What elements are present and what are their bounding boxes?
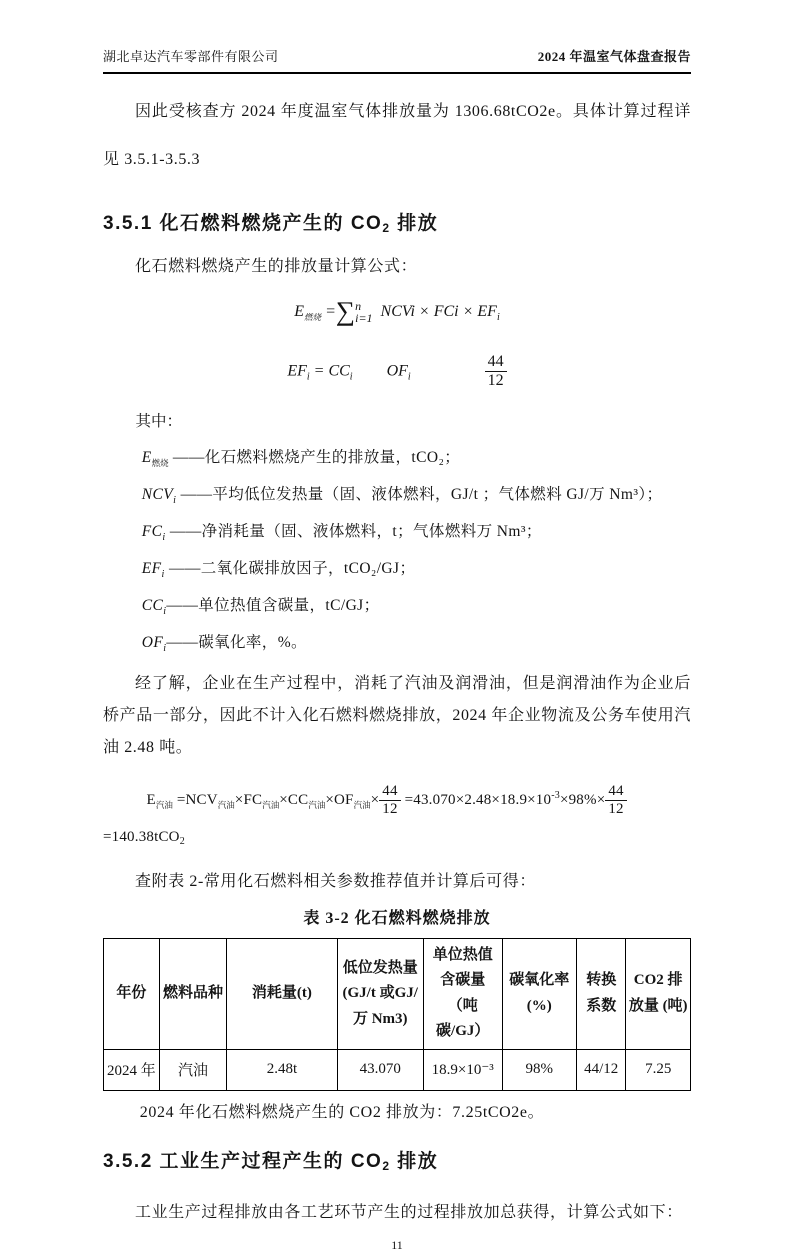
cell-carbon-content: 18.9×10⁻³ (423, 1049, 502, 1090)
definition-text: ——化石燃料燃烧产生的排放量，tCO₂； (172, 448, 461, 466)
ef-term: EF (287, 362, 307, 380)
cell-oxidation-rate: 98% (502, 1049, 577, 1090)
ef-equals: = (313, 362, 325, 380)
table-header-fuel-type: 燃料品种 (159, 938, 227, 1049)
table-header-oxidation-rate: 碳氧化率 (%) (502, 938, 577, 1049)
fraction-denominator: 12 (487, 372, 504, 390)
table-header-co2-emission: CO2 排放量 (吨) (626, 938, 691, 1049)
where-label: 其中： (135, 412, 183, 430)
table-header-conversion-factor: 转换系数 (577, 938, 626, 1049)
section-heading-352 (103, 1146, 691, 1173)
eq-part: ×FC (234, 791, 263, 808)
definition-item (103, 630, 691, 654)
analysis-paragraph: 经了解，企业在生产过程中，消耗了汽油及润滑油，但是润滑油作为企业后桥产品一部分，因此不计入化石燃料燃烧排放，2024 年企业物流及公务车使用汽油 2.48 吨。 (103, 674, 691, 756)
symbol-definitions (103, 445, 691, 654)
fraction-numerator: 44 (379, 783, 400, 801)
heading-co2-subscript: 2 (382, 1158, 391, 1173)
cell-year: 2024 年 (104, 1049, 160, 1090)
eq-values: =43.070×2.48×18.9×10 (404, 791, 552, 808)
symbol-subscript: i (173, 494, 177, 506)
definition-text: ——单位热值含碳量，tC/GJ； (166, 596, 380, 614)
fraction-numerator: 44 (605, 783, 626, 801)
equation-line-2 (103, 821, 691, 858)
eq-exponent: -3 (551, 789, 560, 801)
symbol: CC (141, 596, 164, 614)
formula-body: NCVi × FCi × EF (380, 303, 497, 320)
fraction-numerator: 44 (485, 353, 507, 372)
definition-item (103, 519, 691, 543)
equals-sign: = (325, 303, 336, 320)
running-header (103, 46, 691, 74)
symbol: FC (141, 522, 163, 540)
cell-conversion-factor: 44/12 (577, 1049, 626, 1090)
symbol-subscript: 燃烧 (151, 457, 169, 468)
definition-item (103, 593, 691, 617)
formula-body-subscript: i (496, 312, 500, 323)
symbol-subscript: i (163, 642, 167, 654)
eq-lhs: E (146, 791, 156, 808)
conversion-fraction (605, 783, 626, 819)
table-header-heat-value: 低位发热量 (GJ/t 或GJ/ 万 Nm3) (337, 938, 423, 1049)
result-paragraph: 2024 年化石燃料燃烧产生的 CO2 排放为：7.25tCO2e。 (139, 1103, 545, 1121)
emission-sum-formula (103, 296, 691, 327)
fraction-denominator: 12 (608, 800, 624, 817)
eq-times: × (370, 791, 380, 808)
table-header-year: 年份 (104, 938, 160, 1049)
cc-term: CC (328, 362, 350, 380)
definition-text: ——净消耗量（固、液体燃料，t；气体燃料万 Nm³； (169, 522, 542, 540)
page-number: 11 (391, 1237, 403, 1252)
equation-line-1 (103, 780, 691, 821)
cc-subscript: i (349, 371, 353, 383)
table-title: 表 3-2 化石燃料燃烧排放 (303, 909, 491, 927)
eq-result-subscript: 2 (179, 835, 185, 847)
cell-fuel-type: 汽油 (159, 1049, 227, 1090)
eq-lhs-subscript: 汽油 (155, 799, 173, 810)
table-row (104, 1049, 691, 1090)
fuel-emission-table (103, 938, 691, 1091)
table-header-consumption: 消耗量(t) (227, 938, 337, 1049)
table-header-carbon-content: 单位热值含碳量（吨碳/GJ） (423, 938, 502, 1049)
sigma-upper-limit: n (355, 298, 362, 313)
definition-item (103, 556, 691, 580)
section-heading-351 (103, 208, 691, 235)
symbol-subscript: i (162, 531, 166, 543)
formula-lhs-subscript: 燃烧 (304, 312, 322, 322)
lookup-paragraph: 查附表 2-常用化石燃料相关参数推荐值并计算后可得： (135, 872, 536, 890)
fraction-denominator: 12 (382, 800, 398, 817)
of-subscript: i (407, 371, 411, 383)
eq-subscript: 汽油 (217, 799, 235, 810)
eq-part: ×CC (279, 791, 309, 808)
cell-heat-value: 43.070 (337, 1049, 423, 1090)
eq-part: =NCV (176, 791, 218, 808)
heading-text: 3.5.2 工业生产过程产生的 CO (103, 1150, 383, 1172)
eq-subscript: 汽油 (308, 799, 326, 810)
heading-suffix: 排放 (390, 213, 439, 234)
cell-co2-emission: 7.25 (626, 1049, 691, 1090)
symbol: EF (141, 559, 162, 577)
heading-text: 3.5.1 化石燃料燃烧产生的 CO (103, 213, 383, 234)
symbol-subscript: i (163, 605, 167, 617)
company-name: 湖北卓达汽车零部件有限公司 (103, 49, 279, 64)
eq-values: ×98%× (559, 791, 606, 808)
eq-result: =140.38tCO (103, 828, 180, 845)
definition-item (103, 482, 691, 506)
sigma-symbol: ∑ (335, 296, 356, 326)
definition-text: ——平均低位发热量（固、液体燃料，GJ/t ；气体燃料 GJ/万 Nm³）； (180, 485, 663, 503)
formula-intro: 化石燃料燃烧产生的排放量计算公式： (135, 258, 418, 275)
symbol: E (141, 448, 152, 466)
definition-item (103, 445, 691, 469)
symbol-subscript: i (161, 568, 165, 580)
sigma-limits (355, 300, 372, 325)
ef-subscript: i (306, 371, 310, 383)
report-title: 2024 年温室气体盘查报告 (537, 49, 691, 64)
eq-subscript: 汽油 (262, 799, 280, 810)
sigma-lower-limit: i=1 (355, 311, 373, 326)
conversion-fraction (485, 353, 507, 391)
definition-text: ——二氧化碳排放因子，tCO₂/GJ； (168, 559, 416, 577)
cell-consumption: 2.48t (227, 1049, 337, 1090)
eq-part: ×OF (325, 791, 354, 808)
gasoline-emission-equation (103, 780, 691, 858)
heading-suffix: 排放 (390, 1150, 439, 1172)
definition-text: ——碳氧化率，%。 (166, 633, 307, 651)
eq-subscript: 汽油 (353, 799, 371, 810)
intro-paragraph: 因此受核查方 2024 年度温室气体排放量为 1306.68tCO2e。具体计算过程详见 3.5.1-3.5.3 (103, 103, 691, 168)
of-term: OF (386, 362, 408, 380)
symbol: OF (141, 633, 164, 651)
table-header-row (104, 938, 691, 1049)
heading-co2-subscript: 2 (382, 221, 391, 235)
process-paragraph: 工业生产过程排放由各工艺环节产生的过程排放加总获得，计算公式如下： (135, 1203, 683, 1221)
emission-factor-formula (103, 353, 691, 391)
symbol: NCV (141, 485, 174, 503)
formula-lhs: E (294, 303, 305, 320)
conversion-fraction (379, 783, 400, 819)
